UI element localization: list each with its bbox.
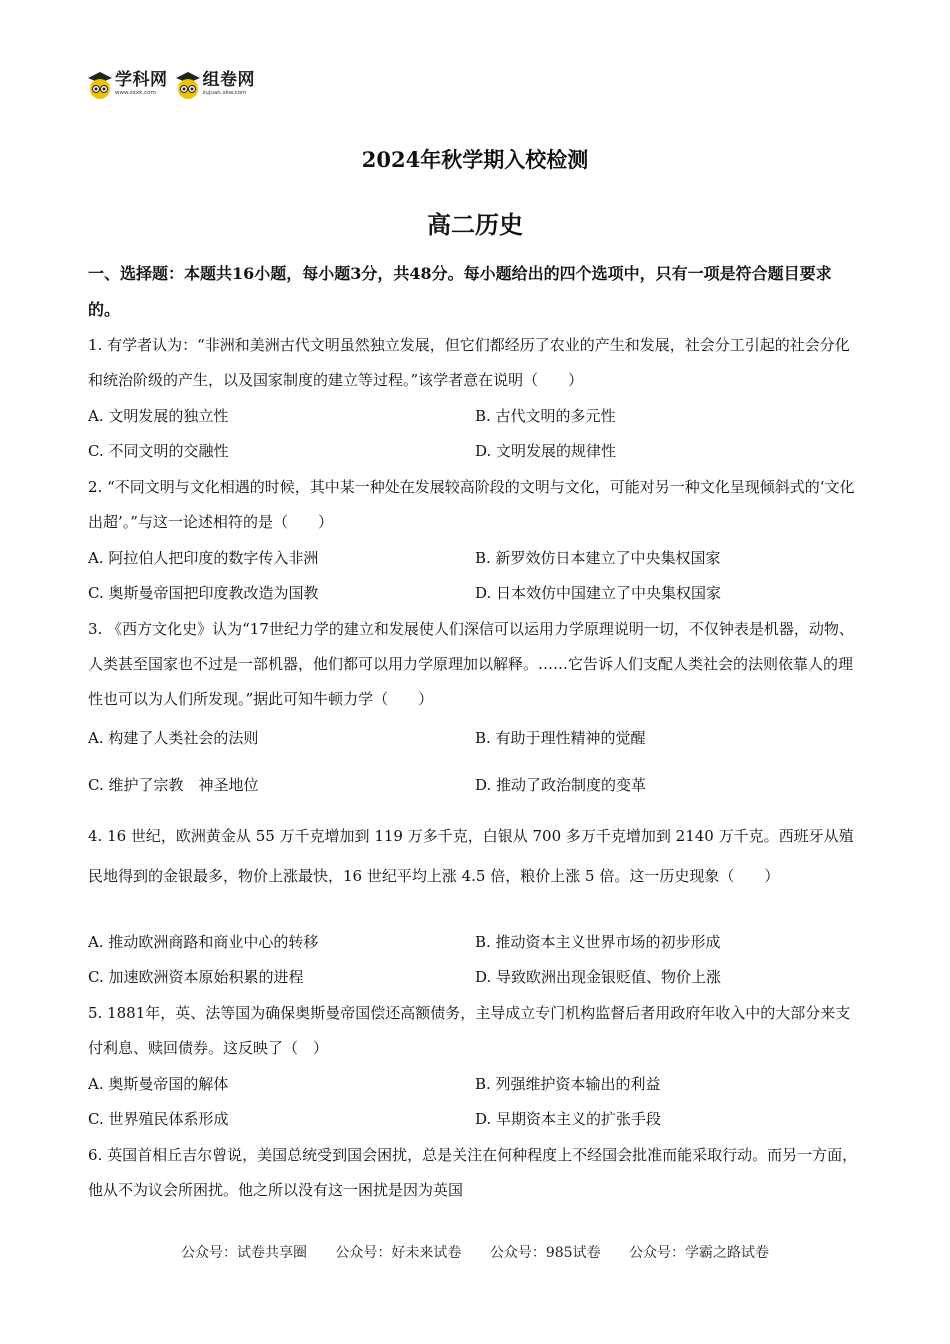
zujuan-logo: [174, 70, 256, 100]
option-b: B. 有助于理性精神的觉醒: [475, 729, 646, 747]
footer-item: 公众号：好未来试卷: [335, 1245, 462, 1261]
xkw-logo: [86, 70, 168, 100]
exam-title: 2024年秋学期入校检测: [361, 147, 589, 172]
footer: [0, 1242, 950, 1262]
owl-icon: [86, 70, 114, 100]
option-d: D. 导致欧洲出现金银贬值、物价上涨: [475, 968, 722, 986]
question-stem: 4. 16 世纪，欧洲黄金从 55 万千克增加到 119 万多千克，白银从 700 多万千克增加到 2140 万千克。西班牙从殖民地得到的金银最多，物价上涨最快，16 世纪平均上涨 4.5 倍，粮价上涨 5 倍。这一历史现象（ ）: [88, 827, 854, 885]
option-d: D. 推动了政治制度的变革: [475, 776, 647, 794]
owl-icon: [174, 70, 202, 100]
option-c: C. 加速欧洲资本原始积累的进程: [88, 968, 304, 986]
brand-url: zujuan.xkw.com: [202, 90, 247, 96]
option-b: B. 推动资本主义世界市场的初步形成: [475, 933, 721, 951]
option-c: C. 维护了宗教 神圣地位: [88, 776, 259, 794]
option-a: A. 推动欧洲商路和商业中心的转移: [88, 933, 319, 951]
option-d: D. 文明发展的规律性: [475, 442, 617, 460]
option-a: A. 文明发展的独立性: [88, 407, 229, 425]
brand-url: www.zxxk.com: [115, 90, 156, 96]
footer-item: 公众号：试卷共享圈: [180, 1245, 307, 1261]
option-c: C. 奥斯曼帝国把印度教改造为国教: [88, 584, 319, 602]
section-heading: 一、选择题：本题共16小题，每小题3分，共48分。每小题给出的四个选项中，只有一项是符合题目要求的。: [88, 264, 832, 319]
option-b: B. 新罗效仿日本建立了中央集权国家: [475, 549, 721, 567]
footer-item: 公众号：学霸之路试卷: [629, 1245, 770, 1261]
option-c: C. 不同文明的交融性: [88, 442, 229, 460]
option-a: A. 阿拉伯人把印度的数字传入非洲: [88, 549, 319, 567]
question-stem: 2. “不同文明与文化相遇的时候，其中某一种处在发展较高阶段的文明与文化，可能对另一种文化呈现倾斜式的‘文化出超’。”与这一论述相符的是（ ）: [88, 478, 855, 531]
option-a: A. 构建了人类社会的法则: [88, 729, 259, 747]
option-a: A. 奥斯曼帝国的解体: [88, 1075, 229, 1093]
exam-subject: 高二历史: [427, 210, 523, 239]
option-b: B. 列强维护资本输出的利益: [475, 1075, 661, 1093]
question-stem: 3. 《西方文化史》认为“17世纪力学的建立和发展使人们深信可以运用力学原理说明一切，不仅钟表是机器，动物、人类甚至国家也不过是一部机器，他们都可以用力学原理加以解释。……它告诉人们支配人类社会的法则依靠人的理性也可以为人们所发现。”据此可知牛顿力学（ ）: [88, 620, 854, 708]
question-stem: 6. 英国首相丘吉尔曾说，美国总统受到国会困扰，总是关注在何种程度上不经国会批准而能采取行动。而另一方面，他从不为议会所困扰。他之所以没有这一困扰是因为英国: [88, 1146, 858, 1199]
brand-name: 学科网: [115, 70, 168, 90]
option-d: D. 日本效仿中国建立了中央集权国家: [475, 584, 722, 602]
brand-name: 组卷网: [202, 70, 255, 90]
logo: [86, 70, 261, 106]
option-b: B. 古代文明的多元性: [475, 407, 616, 425]
option-d: D. 早期资本主义的扩张手段: [475, 1110, 662, 1128]
footer-item: 公众号：985试卷: [489, 1245, 601, 1261]
question-stem: 5. 1881年，英、法等国为确保奥斯曼帝国偿还高额债务，主导成立专门机构监督后者用政府年收入中的大部分来支付利息、赎回债券。这反映了（ ）: [88, 1004, 851, 1057]
question-stem: 1. 有学者认为：“非洲和美洲古代文明虽然独立发展，但它们都经历了农业的产生和发展，社会分工引起的社会分化和统治阶级的产生，以及国家制度的建立等过程。”该学者意在说明（ ）: [88, 336, 850, 389]
option-c: C. 世界殖民体系形成: [88, 1110, 229, 1128]
